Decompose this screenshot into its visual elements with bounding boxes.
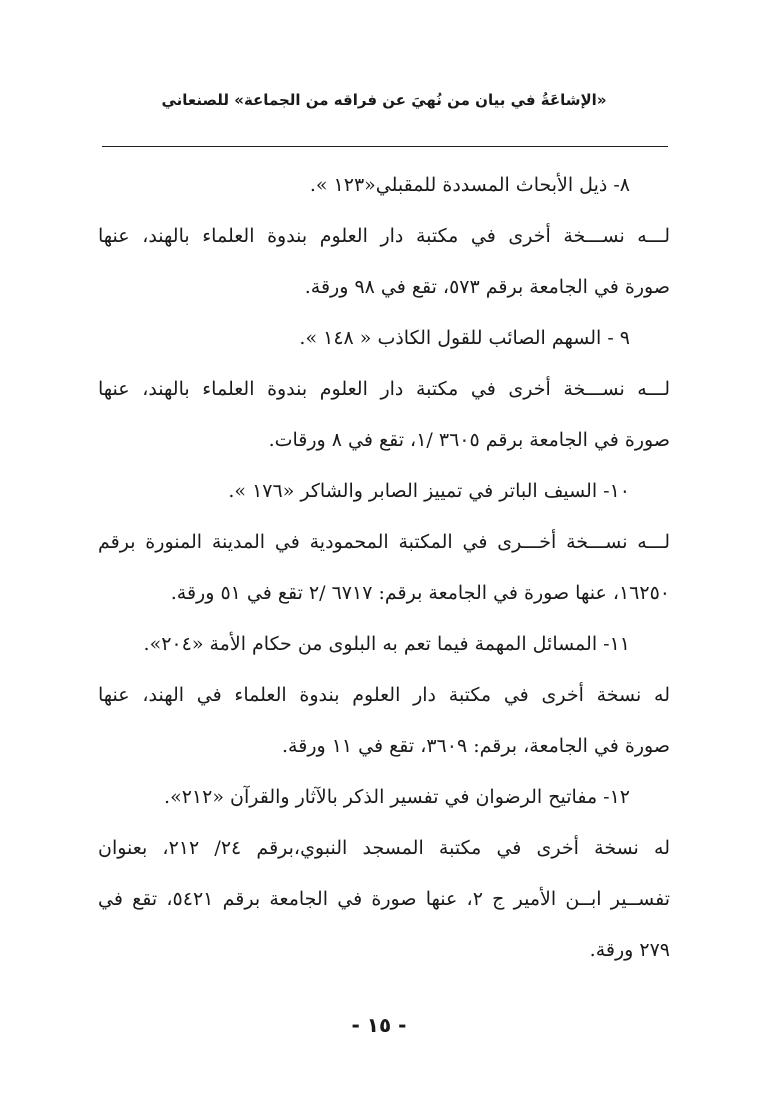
manuscript-note — [98, 670, 670, 772]
manuscript-note — [98, 823, 670, 976]
note-line: له نسخة أخرى في مكتبة المسجد النبوي،برقم ٢٤/ ٢١٢، بعنوان — [98, 837, 670, 859]
manuscript-heading: ٩ - السهم الصائب للقول الكاذب « ١٤٨ ». — [299, 327, 630, 349]
manuscript-note — [98, 364, 670, 466]
note-line: صورة في الجامعة برقم ٣٦٠٥ /١، تقع في ٨ ورقات. — [268, 429, 670, 451]
note-line: ٢٧٩ ورقة. — [589, 939, 670, 961]
header-rule — [102, 146, 668, 147]
note-line: لـــه نســـخة أخرى في مكتبة دار العلوم بندوة العلماء بالهند، عنها — [98, 225, 670, 247]
note-line: صورة في الجامعة برقم ٥٧٣، تقع في ٩٨ ورقة. — [304, 276, 670, 298]
manuscript-heading: ٨- ذيل الأبحاث المسددة للمقبلي«١٢٣ ». — [309, 174, 630, 196]
note-line: لـــه نســـخة أخرى في مكتبة دار العلوم بندوة العلماء بالهند، عنها — [98, 378, 670, 400]
running-header: «الإشاعَةُ في بيان من نُهيَ عن فراقه من الجماعة» للصنعاني — [161, 91, 607, 109]
manuscript-note — [98, 211, 670, 313]
note-line: تفســير ابــن الأمير ج ٢، عنها صورة في الجامعة برقم ٥٤٢١، تقع في — [98, 888, 671, 910]
note-line: صورة في الجامعة، برقم: ٣٦٠٩، تقع في ١١ ورقة. — [282, 735, 670, 757]
note-line: ١٦٢٥٠، عنها صورة في الجامعة برقم: ٦٧١٧ /٢ تقع في ٥١ ورقة. — [170, 582, 670, 604]
manuscript-list — [98, 160, 670, 976]
manuscript-note — [98, 517, 670, 619]
note-line: له نسخة أخرى في مكتبة دار العلوم بندوة العلماء في الهند، عنها — [98, 684, 670, 706]
manuscript-heading: ١١- المسائل المهمة فيما تعم به البلوى من حكام الأمة «٢٠٤». — [143, 633, 630, 655]
manuscript-heading: ١٢- مفاتيح الرضوان في تفسير الذكر بالآثار والقرآن «٢١٢». — [164, 786, 630, 808]
note-line: لـــه نســـخة أخـــرى في المكتبة المحمودية في المدينة المنورة برقم — [98, 531, 670, 553]
page-number: - ١٥ - — [351, 1013, 407, 1037]
manuscript-heading: ١٠- السيف الباتر في تمييز الصابر والشاكر «١٧٦ ». — [228, 480, 630, 502]
